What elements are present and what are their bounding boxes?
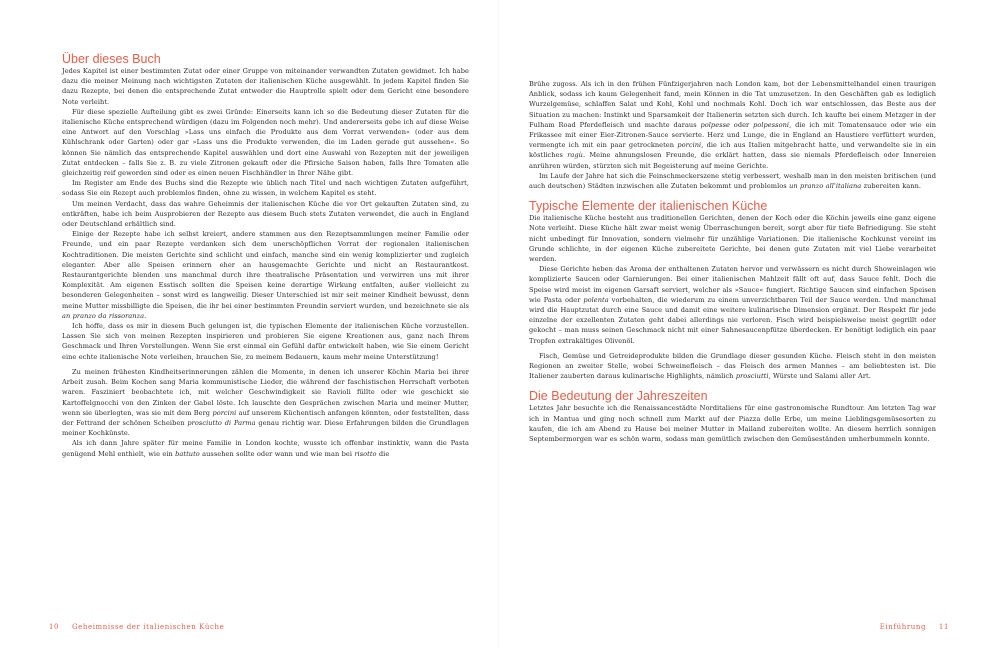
page-number-left: 10 xyxy=(49,623,60,631)
section-heading-jahreszeiten: Die Bedeutung der Jahreszeiten xyxy=(529,389,708,404)
body-paragraph: Für diese spezielle Aufteilung gibt es zwei Gründe: Einerseits kann ich so die Bedeutung dieser Zutaten für die italienische Küche entsprechend würdigen (dazu im Folgenden noch mehr). Und andererseits gebe ich auf diese Weise eine Antwort auf den Vorschlag »Lass uns einfach die Produkte aus dem Vorrat verwenden« (oder aus dem Kühlschrank oder Garten) oder gar »Lass uns die Produkte verwenden, die im Laden gerade gut aussehen«. So können Sie nämlich das entsprechende Kapitel auswählen und dort eine Auswahl von Rezepten mit der jeweiligen Zutat entdecken – falls Sie z. B. zu viele Zitronen gekauft oder die Pfirsiche Saison haben, falls Ihre Tomaten alle gleichzeitig reif geworden sind oder es einen neuen Fischhändler in Ihrer Nähe gibt. xyxy=(62,107,469,178)
body-paragraph: Als ich dann Jahre später für meine Familie in London kochte, wusste ich offenbar instinktiv, wann die Pasta genügend Mehl enthielt, wie ein battuto aussehen sollte oder wann und wie man bei risotto die xyxy=(62,439,469,458)
left-footer xyxy=(49,623,224,631)
italic-term: battuto xyxy=(175,449,200,458)
body-paragraph: Die italienische Küche besteht aus traditionellen Gerichten, denen der Koch oder die Köchin jeweils eine ganz eigene Note verleiht. Diese Küche hält zwar meist wenig Überraschungen bereit, sorgt aber für tiefe Befriedigung. Sie steht nicht unbedingt für Innovation, sondern vielmehr für unzählige Variationen. Die italienische Kochkunst vereint im Grunde schlichte, in der eigenen Küche zubereitete Gerichte, bei denen gute Zutaten mit viel Liebe verarbeitet werden. xyxy=(529,214,936,264)
running-title-left: Geheimnisse der italienischen Küche xyxy=(71,623,225,631)
section-body-jahreszeiten xyxy=(529,403,936,444)
section-heading-ueber-dieses-buch: Über dieses Buch xyxy=(62,52,161,66)
section-body-typische-elemente xyxy=(529,213,936,381)
right-page xyxy=(499,0,998,648)
italic-term: un pranzo all'italiana xyxy=(789,182,862,191)
section-heading-typische-elemente: Typische Elemente der italienischen Küche xyxy=(529,199,768,214)
body-paragraph: Ich hoffe, dass es mir in diesem Buch gelungen ist, die typischen Elemente der italienischen Küche vorzustellen. Lassen Sie sich von meinen Rezepten inspirieren und probieren Sie eigene Kreationen aus, ganz nach Ihrem Geschmack und Ihren Vorstellungen. Wenn Sie erst einmal ein Gefühl dafür entwickelt haben, wie Sie einem Gericht eine echte italienische Note verleihen, brauchen Sie, zu meinem Bedauern, kaum mehr meine Unterstützung! xyxy=(62,322,469,361)
italic-term: prosciutto di Parma xyxy=(187,418,256,427)
italic-term: prosciutti xyxy=(735,372,769,381)
running-title-right: Einführung xyxy=(879,623,927,631)
body-paragraph: Im Register am Ende des Buchs sind die Rezepte wie üblich nach Titel und nach wichtigen Zutaten aufgeführt, sodass Sie ein Rezept auch problemlos finden, ohne zu wissen, in welchem Kapitel es steht. xyxy=(62,179,469,198)
italic-term: porcini xyxy=(212,408,237,417)
italic-term: an pranzo da rissoranza xyxy=(62,311,145,320)
body-paragraph: Zu meinen frühesten Kindheitserinnerungen zählen die Momente, in denen ich unserer Köchin Maria bei ihrer Arbeit zusah. Beim Kochen sang Maria kommunistische Lieder, die während der faschistischen Herrschaft verboten waren. Fasziniert beobachtete ich, mit welcher Geschwindigkeit sie Ravioli füllte oder wie geschickt sie Kartoffelgnocchi von den Zinken der Gabel löste. Ich lauschte den Gesprächen zwischen Maria und meiner Mutter, wenn sie überlegten, was sie mit dem Berg porcini auf unserem Küchentisch anfangen könnten, oder feststellten, dass der Fettrand der schönen Scheiben prosciutto di Parma genau richtig war. Diese Erfahrungen bilden die Grundlagen meiner Kochkünste. xyxy=(62,367,469,438)
body-paragraph: Im Laufe der Jahre hat sich die Feinschmeckerszene stetig verbessert, weshalb man in den meisten britischen (und auch deutschen) Städten inzwischen alle Zutaten bekommt und problemlos un pranzo all'italiana zubereiten kann. xyxy=(529,171,936,191)
italic-term: polpessoni xyxy=(753,120,790,129)
italic-term: polenta xyxy=(583,295,609,304)
body-paragraph: Brühe zugoss. Als ich in den frühen Fünfzigerjahren nach London kam, bot der Lebensmittelhandel einen traurigen Anblick, sodass ich kaum Gelegenheit fand, mein Können in die Tat umzusetzen. In den Geschäften gab es lediglich Wurzelgemüse, schlaffen Salat und Kohl, Kohl und nochmals Kohl. Doch ich war entschlossen, das Beste aus der Situation zu machen: Instinkt und Sparsamkeit der Italienerin setzten sich durch. Ich kaufte bei einem Metzger in der Fulham Road Pferdefleisch und machte daraus polpesse oder polpessoni, die ich mit Tomatensauce oder wie ein Frikassee mit einer Eier-Zitronen-Sauce servierte. Herz und Lunge, die in England an Haustiere verfüttert wurden, vermengte ich mit ein paar getrockneten porcini, die ich aus Italien mitgebracht hatte, und verwandelte sie in ein köstliches ragù. Meine ahnungslosen Freunde, die erklärt hatten, dass sie niemals Pferdefleisch oder Innereien anrühren würden, stürzten sich mit Begeisterung auf meine Gerichte. xyxy=(529,80,936,170)
italic-term: ragù xyxy=(567,151,583,160)
body-paragraph: Diese Gerichte heben das Aroma der enthaltenen Zutaten hervor und verwässern es nicht durch Showeinlagen wie komplizierte Saucen oder Garnierungen. Bei einer italienischen Mahlzeit fällt oft auf, dass Sauce fehlt. Doch die Speise wird meist im eigenen Garsaft serviert, welcher als »Sauce« fungiert. Richtige Saucen sind einfachen Speisen wie Pasta oder polenta vorbehalten, die wiederum zu einem unverzichtbaren Teil der Sauce werden. Und manchmal wird die Hauptzutat durch eine Sauce und damit eine weitere kulinarische Dimension ergänzt. Der Respekt für jede einzelne der exzellenten Zutaten geht dabei allerdings nie verloren. Fisch wird beispielsweise meist gegrillt oder gekocht – man muss seinen Geschmack nicht mit einer Sahnesaucenpfütze überdecken. Er benötigt lediglich ein paar Tropfen extrakältiges Olivenöl. xyxy=(529,265,937,345)
italic-term: risotto xyxy=(354,449,377,458)
page-number-right: 11 xyxy=(938,623,949,631)
body-paragraph: Um meinen Verdacht, dass das wahre Geheimnis der italienischen Küche die vor Ort gekauften Zutaten sind, zu entkräften, habe ich beim Ausprobieren der Rezepte aus diesem Buch stets Zutaten verwendet, die auch in England oder Deutschland erhältlich sind. xyxy=(62,199,469,229)
left-page-body xyxy=(62,66,469,459)
italic-term: porcini xyxy=(677,141,702,150)
body-paragraph: Letztes Jahr besuchte ich die Renaissancestädte Norditaliens für eine gastronomische Rundtour. Am letzten Tag war ich in Mantua und ging noch schnell zum Markt auf der Piazza delle Erbe, um meine Lieblingsgemüsesorten zu kaufen, die ich am Abend zu Hause bei meiner Mutter in Mailand zubereiten wollte. An diesem herrlich sonnigen Septembermorgen war es schön warm, sodass man gemütlich zwischen den Gemüseständen umherbummeln konnte. xyxy=(529,404,936,444)
right-footer xyxy=(880,623,949,631)
body-paragraph: Fisch, Gemüse und Getreideprodukte bilden die Grundlage dieser gesunden Küche. Fleisch steht in den meisten Regionen an zweiter Stelle, wobei Schweinefleisch – das Fleisch des armen Mannes – am beliebtesten ist. Die Italiener zauberten daraus kulinarische Highlights, nämlich prosciutti, Würste und Salami aller Art. xyxy=(529,351,936,381)
italic-term: polpesse xyxy=(700,120,730,129)
right-page-intro xyxy=(529,79,936,191)
body-paragraph: Einige der Rezepte habe ich selbst kreiert, andere stammen aus den Rezeptsammlungen meiner Familie oder Freunde, und ein paar Rezepte verdanken sich dem unerschöpflichen Vorrat der regionalen italienischen Kochtraditionen. Die meisten Gerichte sind schlicht und einfach, manche sind ein wenig komplizierter und zugleich eleganter. Aber alle Speisen erinnern eher an hausgemachte Gerichte und nicht an Restaurantkost. Restaurantgerichte blenden uns manchmal durch ihre theatralische Präsentation und verwirren uns mit ihrer Komplexität. Am eigenen Esstisch sollten die Speisen keine derartige Wirkung entfalten, außer vielleicht zu besonderen Gelegenheiten – sonst wird es langweilig. Dieser Unterschied ist mir seit meiner Kindheit bewusst, denn meine Mutter missbilligte die Speisen, die ihr bei einer bestimmten Freundin serviert wurden, und bezeichnete sie als an pranzo da rissoranza. xyxy=(62,230,469,320)
body-paragraph: Jedes Kapitel ist einer bestimmten Zutat oder einer Gruppe von miteinander verwandten Zutaten gewidmet. Ich habe dazu die meiner Meinung nach wichtigsten Zutaten der italienischen Küche ausgewählt. In jedem Kapitel finden Sie dazu Rezepte, bei denen die entsprechende Zutat entweder die Hauptrolle spielt oder dem Gericht eine besondere Note verleiht. xyxy=(62,67,469,106)
